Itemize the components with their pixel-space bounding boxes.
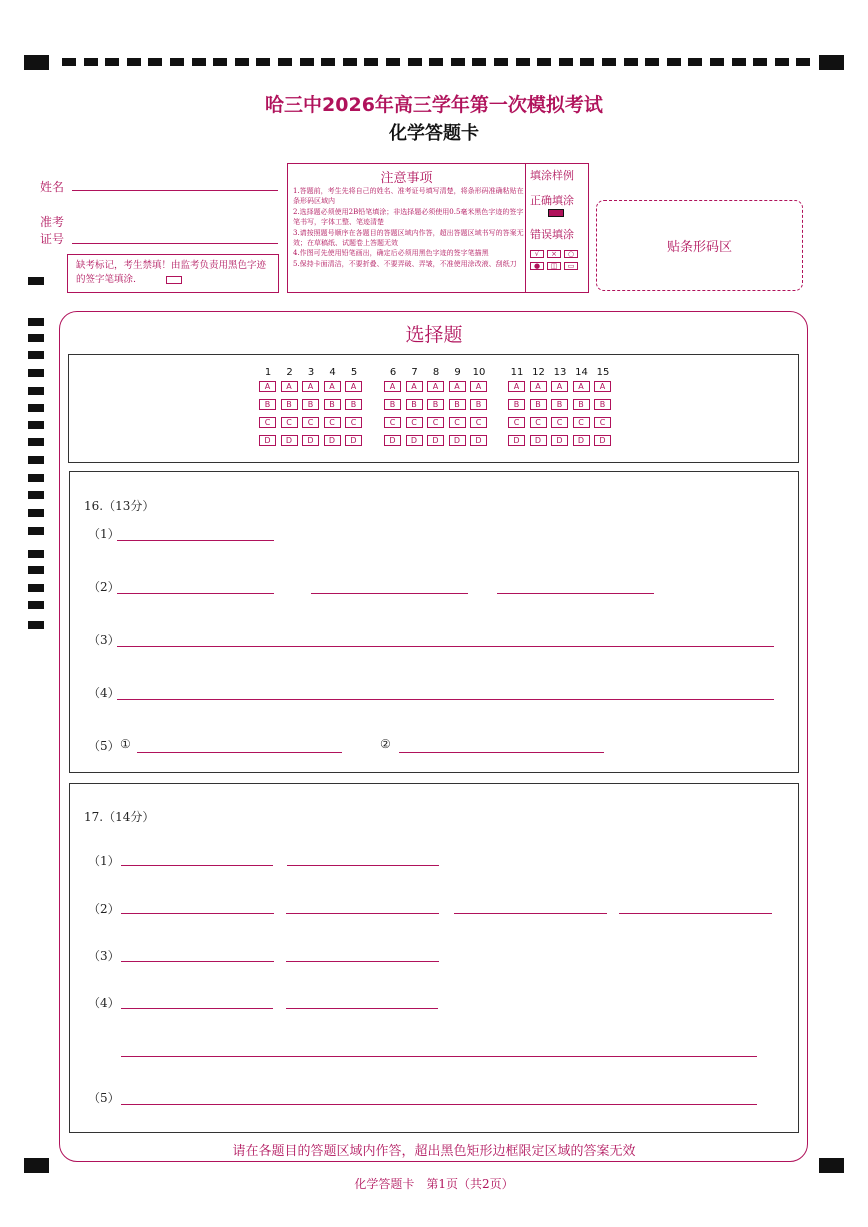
q17-part-5-label: （5） (88, 1091, 120, 1105)
timing-mark (796, 58, 810, 66)
timing-mark (28, 509, 44, 517)
choice-bubble-q13-A[interactable]: A (551, 381, 568, 392)
choice-bubble-q3-A[interactable]: A (302, 381, 319, 392)
card-title: 化学答题卡 (389, 123, 479, 144)
timing-mark (343, 58, 357, 66)
q16-heading: 16.（13分） (84, 499, 155, 513)
wrong-fill-row-2 (530, 262, 578, 270)
choice-bubble-q5-A[interactable]: A (345, 381, 362, 392)
choice-bubble-q15-A[interactable]: A (594, 381, 611, 392)
timing-mark (753, 58, 767, 66)
timing-mark (256, 58, 270, 66)
choice-question-number: 12 (532, 367, 545, 378)
q17-part-2-answer-b[interactable] (286, 913, 439, 914)
choice-bubble-q1-B[interactable]: B (259, 399, 276, 410)
choice-question-number: 11 (510, 367, 524, 378)
missing-exam-box (67, 254, 279, 293)
missing-exam-text: 缺考标记，考生禁填！由监考负责用黑色字迹的签字笔填涂. (76, 260, 267, 285)
timing-mark (321, 58, 335, 66)
q17-part-2-answer-a[interactable] (121, 913, 274, 914)
q17-part-2-answer-d[interactable] (619, 913, 772, 914)
timing-mark (170, 58, 184, 66)
choice-bubble-q15-D[interactable]: D (594, 435, 611, 446)
footer-warning: 请在各题目的答题区域内作答，超出黑色矩形边框限定区域的答案无效 (232, 1144, 636, 1159)
wrong-mark-check: √ (530, 250, 544, 258)
q17-part-1-answer-b[interactable] (287, 865, 439, 866)
choice-question-number: 1 (264, 367, 272, 378)
choice-bubble-q5-C[interactable]: C (345, 417, 362, 428)
choice-bubble-q5-B[interactable]: B (345, 399, 362, 410)
q17-part-4-answer-b[interactable] (286, 1008, 438, 1009)
correct-fill-label: 正确填涂 (530, 194, 574, 207)
timing-mark (28, 527, 44, 535)
choice-bubble-q3-B[interactable]: B (302, 399, 319, 410)
wrong-mark-circle: ○ (564, 250, 578, 258)
wrong-fill-label: 错误填涂 (530, 228, 574, 241)
page-info: 化学答题卡 第1页（共2页） (354, 1177, 514, 1191)
choice-bubble-q2-A[interactable]: A (281, 381, 298, 392)
timing-mark (28, 404, 44, 412)
choice-bubble-q11-C[interactable]: C (508, 417, 525, 428)
q17-box (69, 783, 799, 1133)
choice-bubble-q10-C[interactable]: C (470, 417, 487, 428)
timing-mark (775, 58, 789, 66)
q17-part-4-answer-a[interactable] (121, 1008, 273, 1009)
timing-mark (645, 58, 659, 66)
timing-mark (84, 58, 98, 66)
choice-bubble-q2-C[interactable]: C (281, 417, 298, 428)
choice-question-number: 15 (596, 367, 610, 378)
wrong-fill-row-1 (530, 250, 578, 258)
q16-part-2-label: （2） (88, 580, 120, 594)
choice-bubble-q9-B[interactable]: B (449, 399, 466, 410)
top-right-corner-mark (819, 55, 844, 70)
timing-mark (28, 621, 44, 629)
choice-bubble-q15-B[interactable]: B (594, 399, 611, 410)
timing-mark (516, 58, 530, 66)
choice-bubble-q12-D[interactable]: D (530, 435, 547, 446)
notice-box (287, 163, 526, 293)
choice-bubble-q8-C[interactable]: C (427, 417, 444, 428)
timing-mark (602, 58, 616, 66)
choice-bubble-q8-D[interactable]: D (427, 435, 444, 446)
choice-bubble-q5-D[interactable]: D (345, 435, 362, 446)
q17-part-1-label: （1） (88, 854, 120, 868)
q16-part-3-answer[interactable] (117, 646, 774, 647)
q16-part-1-label: （1） (88, 527, 120, 541)
top-left-corner-mark (24, 55, 49, 70)
choice-bubble-q7-D[interactable]: D (406, 435, 423, 446)
wrong-mark-cross: × (547, 250, 561, 258)
timing-mark (624, 58, 638, 66)
timing-mark (278, 58, 292, 66)
timing-mark (28, 566, 44, 574)
timing-mark (559, 58, 573, 66)
q16-part-2-answer-c[interactable] (497, 593, 654, 594)
timing-mark (300, 58, 314, 66)
q17-part-4-label: （4） (88, 996, 120, 1010)
wrong-mark-bar: ▭ (564, 262, 578, 270)
wrong-mark-half: ◫ (547, 262, 561, 270)
q17-heading: 17.（14分） (84, 810, 155, 824)
timing-mark (710, 58, 724, 66)
choice-bubble-q4-A[interactable]: A (324, 381, 341, 392)
q17-part-2-answer-c[interactable] (454, 913, 607, 914)
timing-mark (192, 58, 206, 66)
choice-bubble-q6-A[interactable]: A (384, 381, 401, 392)
choice-bubble-q13-B[interactable]: B (551, 399, 568, 410)
q17-part-1-answer-a[interactable] (121, 865, 273, 866)
choice-question-number: 5 (350, 367, 358, 378)
q17-part-5-answer[interactable] (121, 1104, 757, 1105)
choice-question-number: 14 (575, 367, 588, 378)
q16-part-5-answer-1[interactable] (137, 752, 342, 753)
choice-question-number: 7 (411, 367, 418, 378)
choice-bubble-q11-D[interactable]: D (508, 435, 525, 446)
timing-mark (28, 351, 44, 359)
choice-bubble-q9-A[interactable]: A (449, 381, 466, 392)
timing-mark (451, 58, 465, 66)
timing-mark (148, 58, 162, 66)
timing-mark (105, 58, 119, 66)
choice-bubble-q8-A[interactable]: A (427, 381, 444, 392)
choice-question-number: 4 (329, 367, 336, 378)
choice-question-number: 8 (432, 367, 440, 378)
q16-circle-1: ① (120, 737, 131, 751)
timing-mark (235, 58, 249, 66)
choice-bubble-q1-A[interactable]: A (259, 381, 276, 392)
choice-bubble-q13-C[interactable]: C (551, 417, 568, 428)
choice-bubble-q14-B[interactable]: B (573, 399, 590, 410)
timing-mark (213, 58, 227, 66)
timing-mark (28, 387, 44, 395)
choice-bubble-q9-C[interactable]: C (449, 417, 466, 428)
timing-mark (688, 58, 702, 66)
choice-bubble-q6-C[interactable]: C (384, 417, 401, 428)
choice-bubble-q3-D[interactable]: D (302, 435, 319, 446)
q16-part-5-label: （5） (88, 739, 120, 753)
choice-bubble-q14-A[interactable]: A (573, 381, 590, 392)
choice-bubble-q12-B[interactable]: B (530, 399, 547, 410)
fill-sample-box (525, 163, 589, 293)
choice-bubble-q13-D[interactable]: D (551, 435, 568, 446)
timing-mark (386, 58, 400, 66)
timing-mark (494, 58, 508, 66)
notice-item: 1.答题前，考生先将自己的姓名、准考证号填写清楚，将条形码准确粘贴在条形码区域内 (293, 187, 524, 206)
q17-part-3-label: （3） (88, 949, 120, 963)
choice-bubble-q14-D[interactable]: D (573, 435, 590, 446)
timing-mark (667, 58, 681, 66)
timing-mark (28, 491, 44, 499)
choice-bubble-q1-C[interactable]: C (259, 417, 276, 428)
timing-mark (28, 474, 44, 482)
choice-question-number: 13 (553, 367, 567, 378)
timing-mark (429, 58, 443, 66)
q16-part-5-answer-2[interactable] (399, 752, 604, 753)
q16-part-4-answer[interactable] (117, 699, 774, 700)
q16-part-3-label: （3） (88, 633, 120, 647)
timing-mark (28, 601, 44, 609)
exam-id-field[interactable] (72, 243, 278, 244)
choice-question-number: 10 (472, 367, 486, 378)
choice-bubble-q2-D[interactable]: D (281, 435, 298, 446)
timing-mark (28, 421, 44, 429)
choice-bubble-q7-A[interactable]: A (406, 381, 423, 392)
notice-title: 注意事项 (380, 171, 433, 186)
timing-mark (28, 277, 44, 285)
choice-bubble-q10-D[interactable]: D (470, 435, 487, 446)
missing-exam-mark[interactable] (166, 276, 182, 284)
choice-question-number: 2 (286, 367, 293, 378)
fill-sample-title: 填涂样例 (530, 169, 574, 182)
choice-bubble-q4-C[interactable]: C (324, 417, 341, 428)
notice-item: 5.保持卡面清洁，不要折叠、不要弄破、弄皱，不准使用涂改液、刮纸刀 (293, 259, 517, 268)
choice-bubble-q7-B[interactable]: B (406, 399, 423, 410)
wrong-mark-dot: ● (530, 262, 544, 270)
bottom-left-corner-mark (24, 1158, 49, 1173)
exam-title: 哈三中2026年高三学年第一次模拟考试 (265, 94, 603, 116)
choice-question-number: 3 (307, 367, 315, 378)
choice-bubble-q12-A[interactable]: A (530, 381, 547, 392)
bottom-right-corner-mark (819, 1158, 844, 1173)
notice-item: 4.作图可先使用铅笔画出，确定后必须用黑色字迹的签字笔描黑 (293, 249, 489, 258)
choice-bubble-q10-B[interactable]: B (470, 399, 487, 410)
timing-mark (28, 369, 44, 377)
timing-mark (28, 438, 44, 446)
timing-mark (62, 58, 76, 66)
choice-bubble-q6-B[interactable]: B (384, 399, 401, 410)
choice-bubble-q8-B[interactable]: B (427, 399, 444, 410)
timing-mark (28, 550, 44, 558)
choice-bubble-q2-B[interactable]: B (281, 399, 298, 410)
q16-circle-2: ② (380, 737, 391, 751)
q17-part-3-answer-a[interactable] (121, 961, 274, 962)
top-timing-marks (24, 55, 844, 71)
q16-part-1-answer[interactable] (117, 540, 274, 541)
q16-box (69, 471, 799, 773)
choice-question-number: 9 (454, 367, 461, 378)
notice-item: 2.选择题必须使用2B铅笔填涂；非选择题必须使用0.5毫米黑色字迹的签字笔书写，字体工整、笔迹清楚 (293, 207, 524, 227)
choice-bubble-q4-D[interactable]: D (324, 435, 341, 446)
choice-bubble-q15-C[interactable]: C (594, 417, 611, 428)
timing-mark (472, 58, 486, 66)
choice-bubble-q3-C[interactable]: C (302, 417, 319, 428)
name-field[interactable] (72, 190, 278, 191)
choice-bubble-q14-C[interactable]: C (573, 417, 590, 428)
choice-section-title: 选择题 (405, 324, 463, 346)
id-label-top: 准考 (40, 215, 65, 229)
choice-bubble-q11-B[interactable]: B (508, 399, 525, 410)
timing-mark (408, 58, 422, 66)
timing-mark (28, 456, 44, 464)
choice-bubble-q11-A[interactable]: A (508, 381, 525, 392)
timing-mark (364, 58, 378, 66)
timing-mark (537, 58, 551, 66)
timing-mark (28, 584, 44, 592)
choice-bubble-q10-A[interactable]: A (470, 381, 487, 392)
id-label-bottom: 证号 (40, 232, 65, 246)
choice-bubble-q12-C[interactable]: C (530, 417, 547, 428)
choice-bubble-q7-C[interactable]: C (406, 417, 423, 428)
choice-bubble-q4-B[interactable]: B (324, 399, 341, 410)
q17-part-3-answer-b[interactable] (286, 961, 439, 962)
timing-mark (732, 58, 746, 66)
barcode-area[interactable] (596, 200, 803, 291)
notice-list (293, 186, 525, 269)
q17-part-2-label: （2） (88, 902, 120, 916)
name-label: 姓名 (40, 180, 65, 194)
q16-part-4-label: （4） (88, 686, 120, 700)
choice-question-number: 6 (389, 367, 397, 378)
q16-part-2-answer-a[interactable] (117, 593, 274, 594)
choice-bubble-q6-D[interactable]: D (384, 435, 401, 446)
timing-mark (580, 58, 594, 66)
choice-bubble-q1-D[interactable]: D (259, 435, 276, 446)
q16-part-2-answer-b[interactable] (311, 593, 468, 594)
timing-mark (127, 58, 141, 66)
q17-part-4-answer-long[interactable] (121, 1056, 757, 1057)
barcode-label: 贴条形码区 (666, 240, 732, 255)
choice-bubble-q9-D[interactable]: D (449, 435, 466, 446)
notice-item: 3.请按照题号顺序在各题目的答题区域内作答，超出答题区域书写的答案无效；在草稿纸、试题卷上答题无效 (293, 228, 524, 248)
correct-fill-sample (548, 209, 564, 217)
